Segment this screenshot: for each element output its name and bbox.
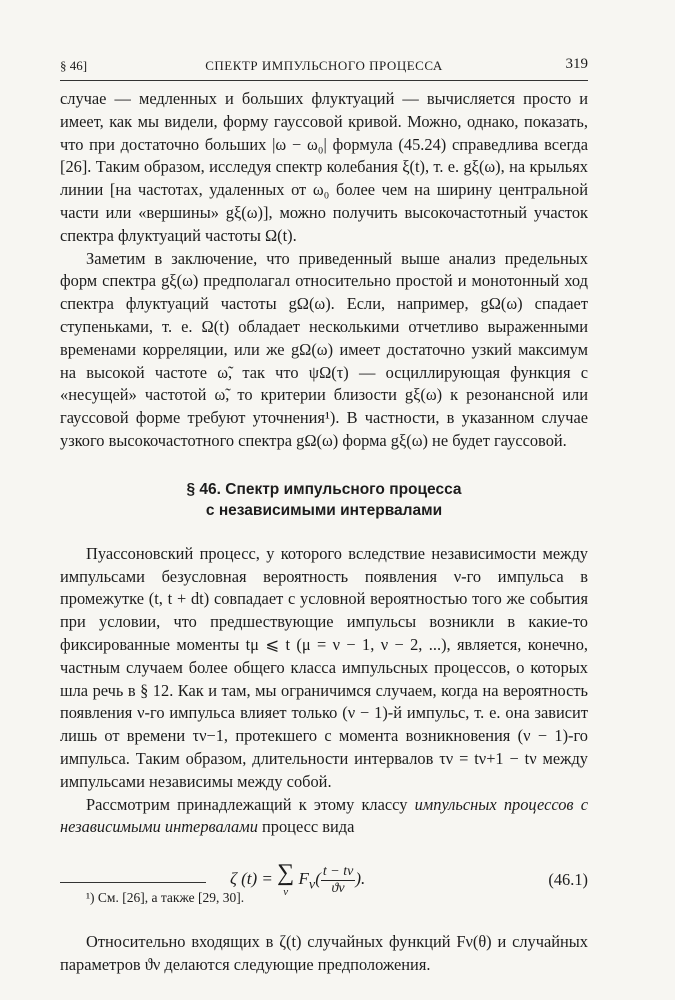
footnote: [86, 890, 244, 906]
function-name: F: [298, 869, 309, 889]
sum-index: ν: [283, 886, 289, 899]
summation: [277, 861, 294, 899]
function-subscript: ν: [308, 876, 316, 893]
p4-start: Рассмотрим принадлежащий к этому классу: [86, 794, 415, 814]
equation-lhs: ζ (t) =: [230, 869, 273, 889]
fraction-numerator: t − tν: [322, 863, 354, 879]
section-heading-line-2: с независимыми интервалами: [205, 501, 443, 519]
paragraph-assumptions: Относительно входящих в ζ(t) случайных функций Fν(θ) и случайных параметров ϑν делаются следующие предположения.: [60, 932, 588, 974]
section-heading-line-1: § 46. Спектр импульсного процесса: [186, 480, 462, 498]
equation-body: ζ (t) = ∑ ν $F_\nu$( $\frac{t - t\nu}{ϑ\nu}$ ).: [230, 860, 366, 899]
paragraph-consider: [60, 794, 588, 840]
equation-number: (46.1): [548, 870, 588, 890]
paragraph-continuation: случае — медленных и больших флуктуаций — вычисляется просто и имеет, как мы видели, форму гауссовой кривой. Можно, однако, показать, что при достаточно больших |ω − ω₀| формула (45.24) справедлива всегда [26]. Таким образом, исследуя спектр колебания ξ(t), т. е. gξ(ω), на крыльях линии [на частотах, удаленных от ω₀ более чем на ширину центральной части или «вершины» gξ(ω)], можно получить высокочастотный участок спектра флуктуаций частоты Ω(t).: [60, 89, 588, 245]
footnote-marker: ¹): [86, 890, 95, 905]
fraction: [321, 864, 355, 897]
page-number: 319: [565, 56, 588, 72]
header-rule: [60, 80, 588, 81]
footnote-rule: [60, 882, 206, 883]
p4-end: процесс вида: [257, 817, 355, 837]
page-body: [60, 88, 588, 977]
page-header: [60, 56, 588, 78]
paragraph-conclusion: Заметим в заключение, что приведенный выше анализ предельных форм спектра gξ(ω) предполагал относительно простой и монотонный ход спектра флуктуаций частоты gΩ(ω). Если, например, gΩ(ω) спадает ступеньками, т. е. Ω(t) обладает несколькими отчетливо выраженными временами корреляции, или же gΩ(ω) имеет достаточно узкий максимум на высокой частоте ω̃, так что ψΩ(τ) — осциллирующая функция с «несущей» частотой ω̃, то критерии близости gξ(ω) к резонансной или гауссовой форме требуют уточнения¹). В частности, в указанном случае узкого высокочастотного спектра gΩ(ω) форма gξ(ω) не будет гауссовой.: [60, 248, 588, 450]
footnote-text: См. [26], а также [29, 30].: [97, 890, 245, 905]
header-section-ref: § 46]: [60, 58, 88, 73]
p4-emphasis: импульсных процессов с независимыми интервалами: [60, 794, 589, 837]
fraction-denominator: ϑν: [331, 880, 345, 896]
running-title: СПЕКТР ИМПУЛЬСНОГО ПРОЦЕССА: [205, 58, 443, 73]
sum-symbol: ∑: [277, 860, 295, 887]
paragraph-poisson: Пуассоновский процесс, у которого вследствие независимости между импульсами безусловная вероятность появления ν-го импульса в промежутке (t, t + dt) совпадает с условной вероятностью того же события при условии, что предшествующие импульсы возникли в какие-то фиксированные моменты tμ ⩽ t (μ = ν − 1, ν − 2, ...), является, конечно, частным случаем более общего класса импульсных процессов, о которых шла речь в § 12. Как и там, мы ограничимся случаем, когда на вероятность появления ν-го импульса влияет только (ν − 1)-й импульс, т. е. она зависит лишь от времени τν−1, протекшего с момента возникновения (ν − 1)-го импульса. Таким образом, длительности интервалов τν = tν+1 − tν между импульсами независимы между собой.: [60, 543, 588, 791]
equation-tail: ).: [355, 869, 366, 889]
section-heading: [60, 479, 588, 521]
